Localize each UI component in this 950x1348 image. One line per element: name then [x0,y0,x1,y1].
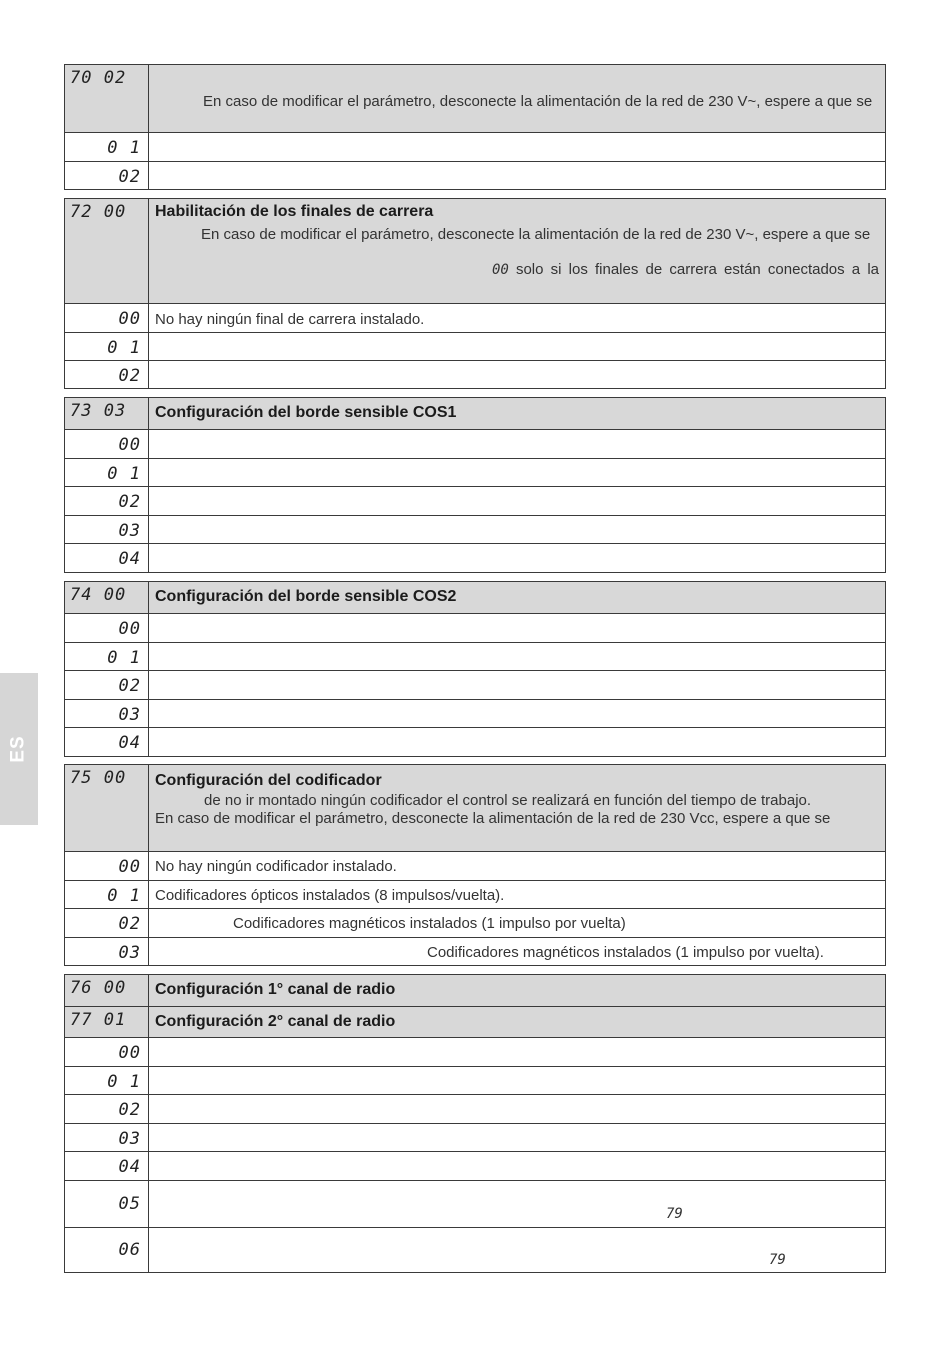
option-row [65,727,885,756]
option-code: 00 [65,1038,149,1066]
option-row [65,1227,885,1272]
option-row [65,1066,885,1094]
option-code: 03 [65,1124,149,1151]
option-row [65,642,885,670]
param-header-72 [65,199,885,303]
option-code: 02 [65,909,149,937]
param-code: 75 00 [65,765,149,851]
inline-code: 79 [769,1252,786,1268]
param-title: Habilitación de los finales de carrera [155,203,434,220]
option-row [65,1037,885,1066]
option-code: 0 1 [65,643,149,670]
param-title: Configuración 2° canal de radio [155,1013,396,1030]
option-row [65,360,885,388]
option-row [65,486,885,515]
param-description [149,199,885,303]
option-row [65,458,885,486]
option-code: 02 [65,671,149,699]
option-text [149,361,885,388]
param-description [149,975,885,1006]
param-table-70 [64,64,886,190]
option-row [65,908,885,937]
param-description [149,765,885,851]
option-text: No hay ningún codificador instalado. [155,858,397,875]
option-text [149,643,885,670]
language-tab-label: ES [7,735,29,763]
option-text [149,728,885,756]
option-code: 00 [65,852,149,880]
option-text [149,1152,885,1180]
option-text [149,1124,885,1151]
option-code: 02 [65,1095,149,1123]
inline-code: 79 [666,1206,683,1222]
option-code: 00 [65,614,149,642]
option-code: 02 [65,162,149,189]
option-text [149,133,885,161]
param-title: Configuración del codificador [155,772,382,789]
param-table-74 [64,581,886,757]
option-row [65,515,885,543]
option-code: 0 1 [65,1067,149,1094]
option-text [149,700,885,727]
option-text [149,614,885,642]
option-text [149,162,885,189]
param-table-76-77 [64,974,886,1273]
param-note: En caso de modificar el parámetro, desconecte la alimentación de la red de 230 V~, espere a que se [201,226,871,243]
param-note: de no ir montado ningún codificador el control se realizará en función del tiempo de trabajo. [204,792,812,809]
param-header-74 [65,582,885,613]
param-title: Configuración 1° canal de radio [155,981,396,998]
param-table-75 [64,764,886,966]
param-code: 76 00 [65,975,149,1006]
option-row [65,132,885,161]
option-code: 06 [65,1228,149,1272]
option-text [149,333,885,360]
option-code: 02 [65,361,149,388]
option-row [65,303,885,332]
option-row [65,1094,885,1123]
param-header-75 [65,765,885,851]
param-description [149,65,885,132]
option-code: 0 1 [65,133,149,161]
param-header-73 [65,398,885,429]
option-text: Codificadores ópticos instalados (8 impulsos/vuelta). [155,887,505,904]
param-note: En caso de modificar el parámetro, desconecte la alimentación de la red de 230 V~, espere a que se [203,93,873,110]
param-title: Configuración del borde sensible COS1 [155,404,457,421]
language-tab [0,673,38,825]
option-text [149,459,885,486]
option-row [65,1151,885,1180]
param-table-72 [64,198,886,389]
param-description [149,1007,885,1037]
option-code: 0 1 [65,881,149,908]
inline-code: 00 [491,262,509,278]
param-code: 70 02 [65,65,149,132]
option-text [149,487,885,515]
option-text [149,1181,885,1227]
param-code: 73 03 [65,398,149,429]
param-code: 72 00 [65,199,149,303]
option-code: 04 [65,544,149,572]
option-text [149,544,885,572]
param-header-77 [65,1006,885,1037]
option-row [65,1180,885,1227]
option-text [149,1038,885,1066]
option-code: 05 [65,1181,149,1227]
param-table-73 [64,397,886,573]
option-row [65,161,885,189]
option-row [65,1123,885,1151]
option-text [149,671,885,699]
option-code: 0 1 [65,459,149,486]
option-code: 04 [65,728,149,756]
param-header-76 [65,975,885,1006]
param-code: 77 01 [65,1007,149,1037]
option-row [65,937,885,965]
option-text [149,1228,885,1272]
option-text [149,1067,885,1094]
option-text: No hay ningún final de carrera instalado. [155,311,425,328]
option-code: 04 [65,1152,149,1180]
option-row [65,880,885,908]
param-code: 74 00 [65,582,149,613]
param-note-2: En caso de modificar el parámetro, desconecte la alimentación de la red de 230 Vcc, espere a que se [155,810,831,827]
option-code: 03 [65,516,149,543]
option-code: 00 [65,304,149,332]
option-code: 00 [65,430,149,458]
option-code: 02 [65,487,149,515]
param-title: Configuración del borde sensible COS2 [155,588,457,605]
option-row [65,332,885,360]
option-row [65,613,885,642]
option-code: 0 1 [65,333,149,360]
option-code: 03 [65,700,149,727]
param-description [149,398,885,429]
option-row [65,699,885,727]
option-row [65,543,885,572]
option-code: 03 [65,938,149,965]
option-text [149,430,885,458]
option-row [65,851,885,880]
option-row [65,670,885,699]
param-header-70 [65,65,885,132]
option-row [65,429,885,458]
param-description [149,582,885,613]
option-text [149,1095,885,1123]
option-text: Codificadores magnéticos instalados (1 impulso por vuelta). [427,944,824,961]
param-note-2 [492,261,879,279]
option-text [149,516,885,543]
option-text: Codificadores magnéticos instalados (1 impulso por vuelta) [233,915,626,932]
param-note-2-text: solo si los finales de carrera están conectados a la [515,261,879,278]
